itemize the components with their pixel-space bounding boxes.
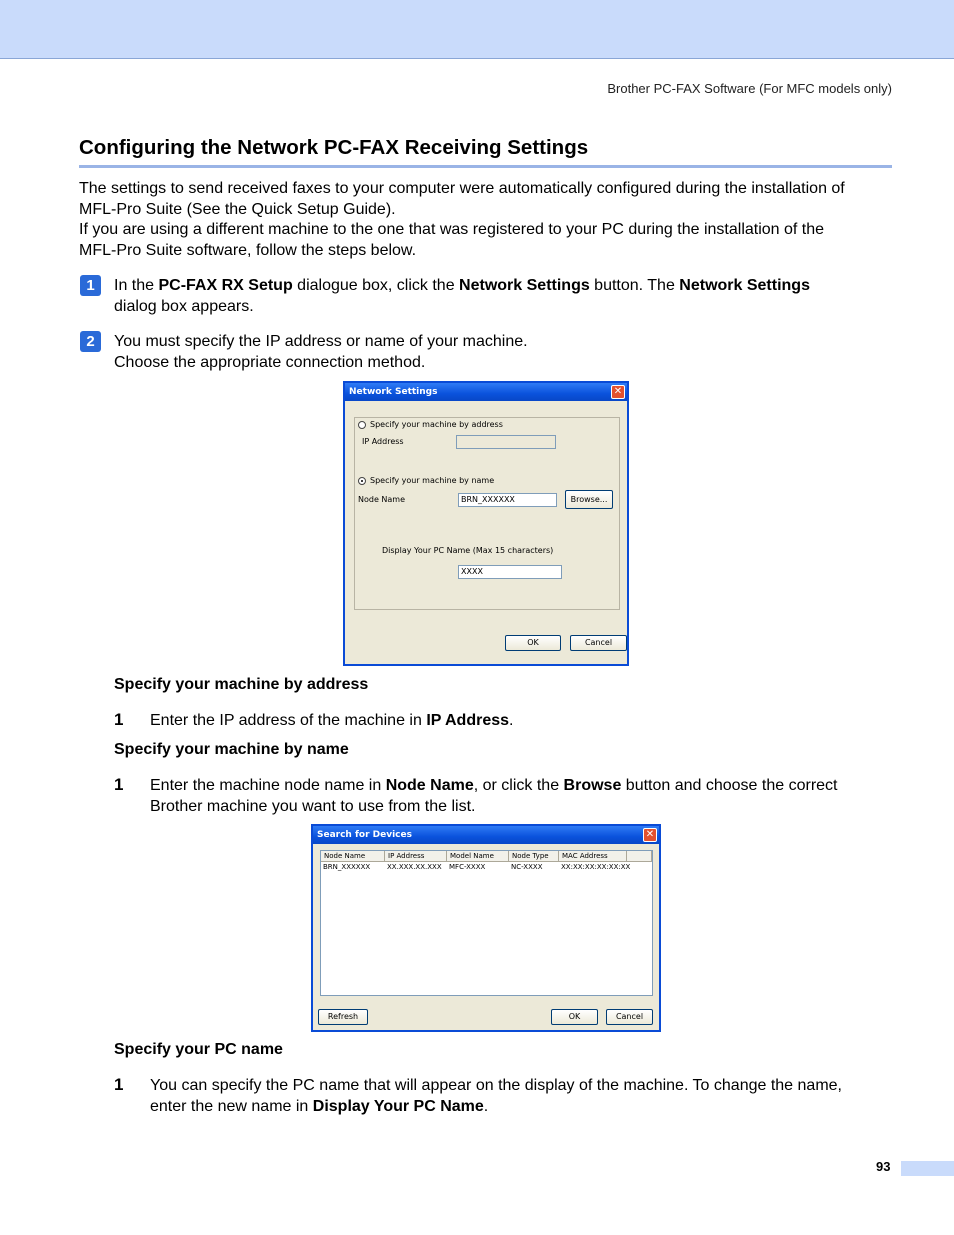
pc-name-input[interactable]: XXXX <box>458 565 562 579</box>
refresh-button[interactable]: Refresh <box>318 1009 368 1025</box>
by-name-heading: Specify your machine by name <box>114 741 349 758</box>
dialog-title-bar <box>313 826 659 844</box>
network-settings-dialog <box>343 381 629 666</box>
pc-name-text: You can specify the PC name that will appear on the display of the machine. To change the name, enter the new name in Display Your PC Name. <box>150 1077 842 1115</box>
section-title: Configuring the Network PC-FAX Receiving Settings <box>79 136 589 159</box>
intro-paragraph <box>79 179 899 261</box>
running-header: Brother PC-FAX Software (For MFC models only) <box>607 81 892 96</box>
page-tab <box>901 1161 954 1176</box>
column-header-mac-address[interactable]: MAC Address <box>559 851 627 862</box>
cell-model-name: MFC-XXXX <box>449 863 486 871</box>
title-rule <box>79 165 892 168</box>
radio-by-name[interactable] <box>358 477 366 485</box>
column-header-ip-address[interactable]: IP Address <box>385 851 447 862</box>
column-header-node-type[interactable]: Node Type <box>509 851 559 862</box>
column-header-filler <box>627 851 652 862</box>
search-devices-dialog <box>311 824 661 1032</box>
step-1-badge: 1 <box>80 275 101 296</box>
cancel-button[interactable]: Cancel <box>606 1009 653 1025</box>
intro-line: MFL-Pro Suite (See the Quick Setup Guide). <box>79 200 396 218</box>
pc-name-number: 1 <box>114 1075 124 1094</box>
pc-name-label: Display Your PC Name (Max 15 characters) <box>382 546 554 555</box>
intro-line: The settings to send received faxes to your computer were automatically configured during the installation of <box>79 180 845 197</box>
intro-line: MFL-Pro Suite software, follow the steps below. <box>79 241 417 259</box>
ok-button[interactable]: OK <box>505 635 561 651</box>
cell-mac-address: XX:XX:XX:XX:XX:XX <box>561 863 631 871</box>
dialog-title-bar <box>345 383 627 401</box>
by-address-number: 1 <box>114 710 124 729</box>
cell-ip-address: XX.XXX.XX.XXX <box>387 863 442 871</box>
step-2-text: You must specify the IP address or name of your machine. Choose the appropriate connection method. <box>114 333 528 371</box>
dialog-title: Network Settings <box>349 387 438 397</box>
step-1-text: In the PC-FAX RX Setup dialogue box, click the Network Settings button. The Network Settings dialog box appears. <box>114 277 810 315</box>
radio-by-name-label: Specify your machine by name <box>370 476 495 485</box>
device-list[interactable] <box>320 850 653 996</box>
browse-button[interactable]: Browse... <box>565 490 613 509</box>
by-address-heading: Specify your machine by address <box>114 676 369 693</box>
page-number: 93 <box>876 1159 891 1174</box>
by-name-number: 1 <box>114 775 124 794</box>
radio-by-address-label: Specify your machine by address <box>370 420 503 429</box>
column-header-model-name[interactable]: Model Name <box>447 851 509 862</box>
close-icon[interactable]: ✕ <box>643 828 657 842</box>
radio-by-address[interactable] <box>358 421 366 429</box>
ip-address-input[interactable] <box>456 435 556 449</box>
dialog-title: Search for Devices <box>317 830 412 840</box>
cell-node-name: BRN_XXXXXX <box>323 863 371 871</box>
by-address-text: Enter the IP address of the machine in IP Address. <box>150 712 514 729</box>
node-name-input[interactable]: BRN_XXXXXX <box>458 493 557 507</box>
column-header-node-name[interactable]: Node Name <box>321 851 385 862</box>
header-band <box>0 0 954 59</box>
close-icon[interactable]: ✕ <box>611 385 625 399</box>
step-2-badge: 2 <box>80 331 101 352</box>
intro-line: If you are using a different machine to the one that was registered to your PC during the installation of the <box>79 221 825 238</box>
node-name-label: Node Name <box>358 495 406 504</box>
ok-button[interactable]: OK <box>551 1009 598 1025</box>
cell-node-type: NC-XXXX <box>511 863 543 871</box>
ip-address-label: IP Address <box>362 437 404 446</box>
by-name-text: Enter the machine node name in Node Name, or click the Browse button and choose the correct Brother machine you want to use from the list. <box>150 777 838 815</box>
pc-name-heading: Specify your PC name <box>114 1041 283 1058</box>
cancel-button[interactable]: Cancel <box>570 635 627 651</box>
